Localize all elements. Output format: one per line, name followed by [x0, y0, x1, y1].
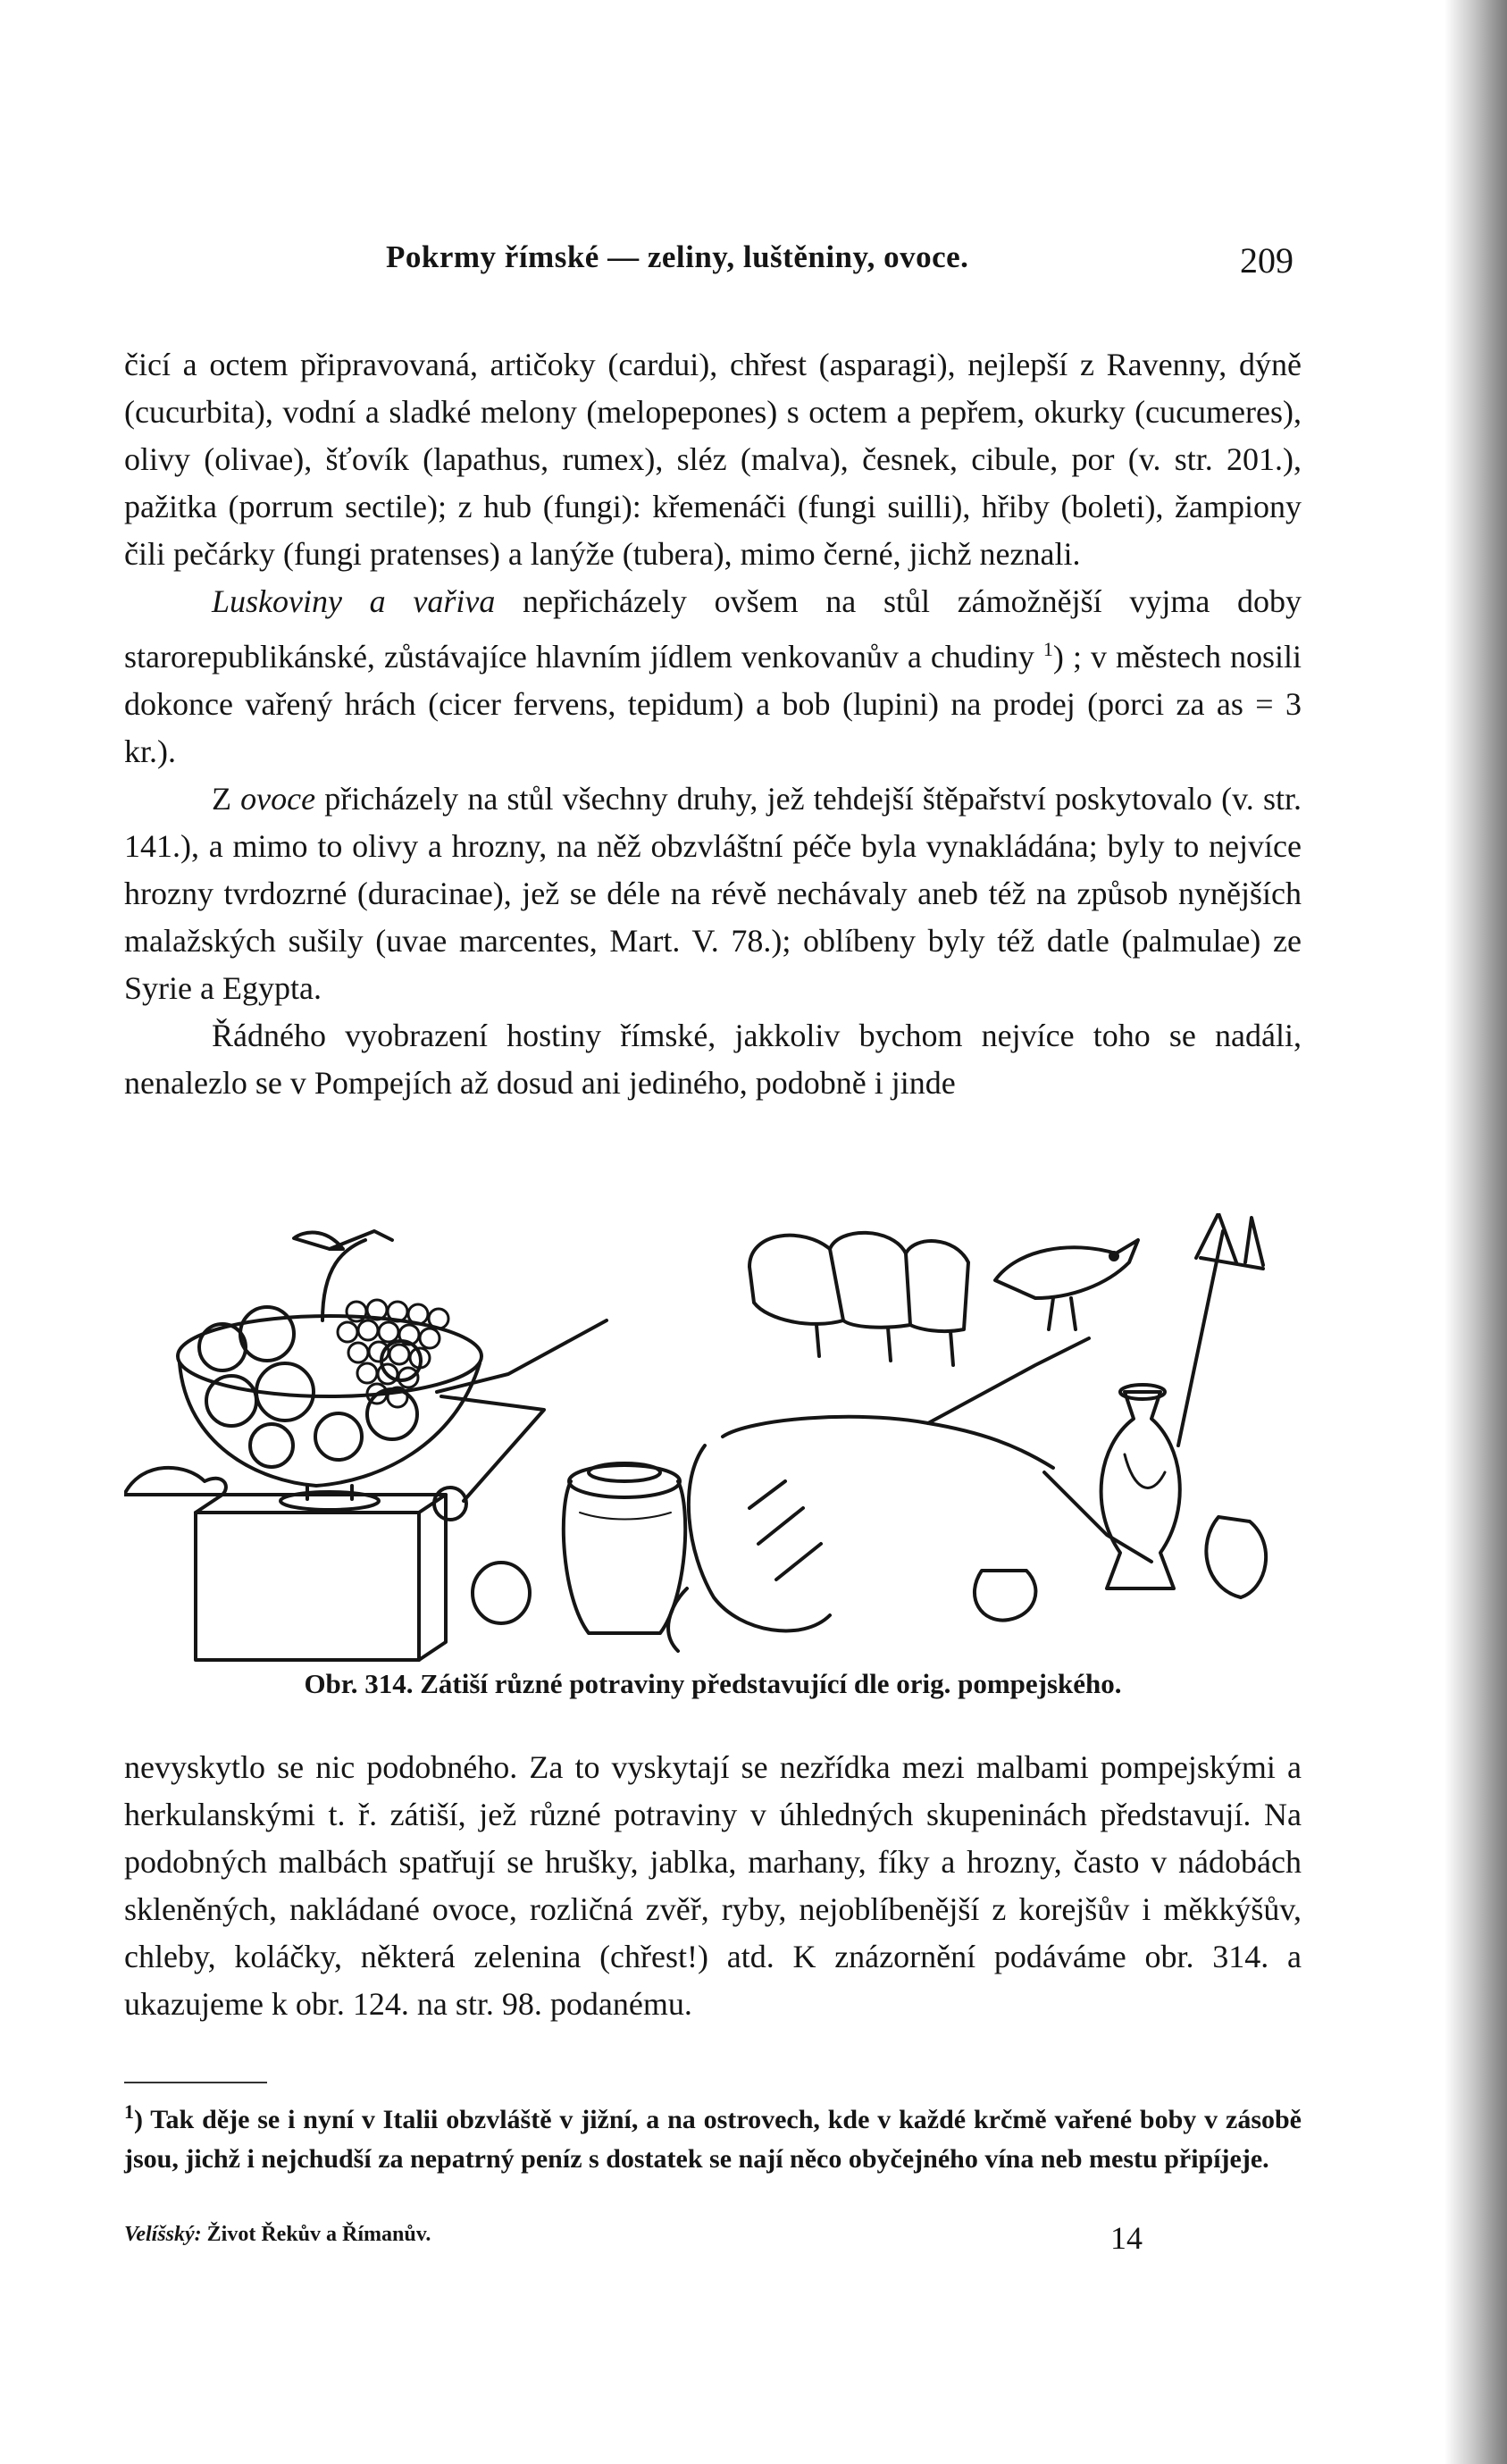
page-edge-shadow — [1444, 0, 1507, 2464]
still-life-illustration — [124, 1213, 1302, 1678]
footnote-divider — [124, 2082, 267, 2083]
table-block — [196, 1495, 446, 1660]
covered-jar — [473, 1463, 685, 1633]
fruit-z: Z — [212, 781, 241, 817]
paragraph-fruit — [124, 775, 1302, 1012]
paragraph-feast: Řádného vyobrazení hostiny římské, jakkoliv bychom nejvíce toho se nadáli, nenalezlo se v Pompejích až dosud ani jediného, podobně i jinde — [124, 1018, 1302, 1101]
signature-line — [124, 2223, 431, 2247]
paragraph-vegetables: čicí a octem připravovaná, artičoky (cardui), chřest (asparagi), nejlepší z Ravenny, dýně (cucurbita), vodní a sladké melony (melopepones) s octem a pepřem, okurky (cucumeres), olivy (olivae), šťovík (lapathus, rumex), sléz (malva), česnek, cibule, por (v. str. 201.), pažitka (porrum sectile); z hub (fungi): křemenáči (fungi suilli), hřiby (boleti), žampiony čili pečárky (fungi pratenses) a lanýže (tubera), mimo černé, jichž neznali. — [124, 347, 1302, 572]
trident — [1178, 1213, 1263, 1446]
lobster — [668, 1338, 1151, 1651]
body-text-bottom — [124, 1744, 1302, 2028]
fruit-lead: ovoce — [240, 781, 316, 817]
footnote-reference: 1 — [1042, 638, 1053, 660]
running-title: Pokrmy římské — zeliny, luštěniny, ovoce. — [386, 239, 969, 274]
pomegranate — [124, 1468, 226, 1495]
footer-author: Velíšský: — [124, 2223, 202, 2246]
hanging-fish — [749, 1233, 968, 1365]
footnote-marker: 1 — [124, 2100, 134, 2123]
shells — [975, 1517, 1266, 1621]
legumes-text-end: ) ; v městech nosili dokonce vařený hrách (cicer fervens, tepidum) a bob (lupini) na prodej (porci za as = 3 kr.). — [124, 639, 1302, 769]
paragraph-legumes — [124, 578, 1302, 775]
page-number: 209 — [1240, 240, 1294, 281]
fruit-text: přicházely na stůl všechny druhy, jež tehdejší štěpařství poskytovalo (v. str. 141.), a mimo to olivy a hrozny, na něž obzvláštní péče byla vynakládána; byly to nejvíce hrozny tvrdozrné (duracinae), jež se déle na révě nechávaly aneb též na způsob nynějších malažských sušily (uvae marcentes, Mart. V. 78.); oblíbeny byly též datle (palmulae) ze Syrie a Egypta. — [124, 781, 1302, 1006]
bird — [995, 1240, 1138, 1329]
fruit-bowl — [178, 1231, 481, 1510]
footnote-text: ) Tak děje se i nyní v Italii obzvláště v jižní, a na ostrovech, kde v každé krčmě vařené boby v zásobě jsou, jichž i nejchudší za nepatrný peníz s dostatek se nají něco obyčejného vína neb mestu připíjeje. — [124, 2105, 1302, 2174]
figure-caption: Obr. 314. Zátiší různé potraviny představující dle orig. pompejského. — [304, 1668, 1122, 1699]
page-footer — [0, 2219, 1507, 2264]
paragraph-still-lifes: nevyskytlo se nic podobného. Za to vyskytají se nezřídka mezi malbami pompejskými a herkulanskými t. ř. zátiší, jež různé potraviny v úhledných skupeninách představují. Na podobných malbách spatřují se hrušky, jablka, marhany, fíky a hrozny, často v nádobách skleněných, nakládané ovoce, rozličná zvěř, ryby, nejoblíbenější z korejšův i měkkýšův, chleby, koláčky, některá zelenina (chřest!) atd. K znázornění podáváme obr. 314. a ukazujeme k obr. 124. na str. 98. podanému. — [124, 1749, 1302, 2022]
footnote — [124, 2092, 1302, 2179]
amphora — [1101, 1385, 1180, 1588]
legumes-lead: Luskoviny a vařiva — [212, 583, 496, 619]
sheet-number: 14 — [1110, 2220, 1143, 2256]
legumes-text: nepřicházely ovšem na stůl zámožnější vyjma doby starorepublikánské, zůstávajíce hlavním jídlem venkovanův a chudiny — [124, 583, 1302, 675]
footer-book-title: Život Řekův a Římanův. — [201, 2223, 431, 2246]
page-header — [0, 239, 1507, 293]
body-text-top — [124, 341, 1302, 1107]
